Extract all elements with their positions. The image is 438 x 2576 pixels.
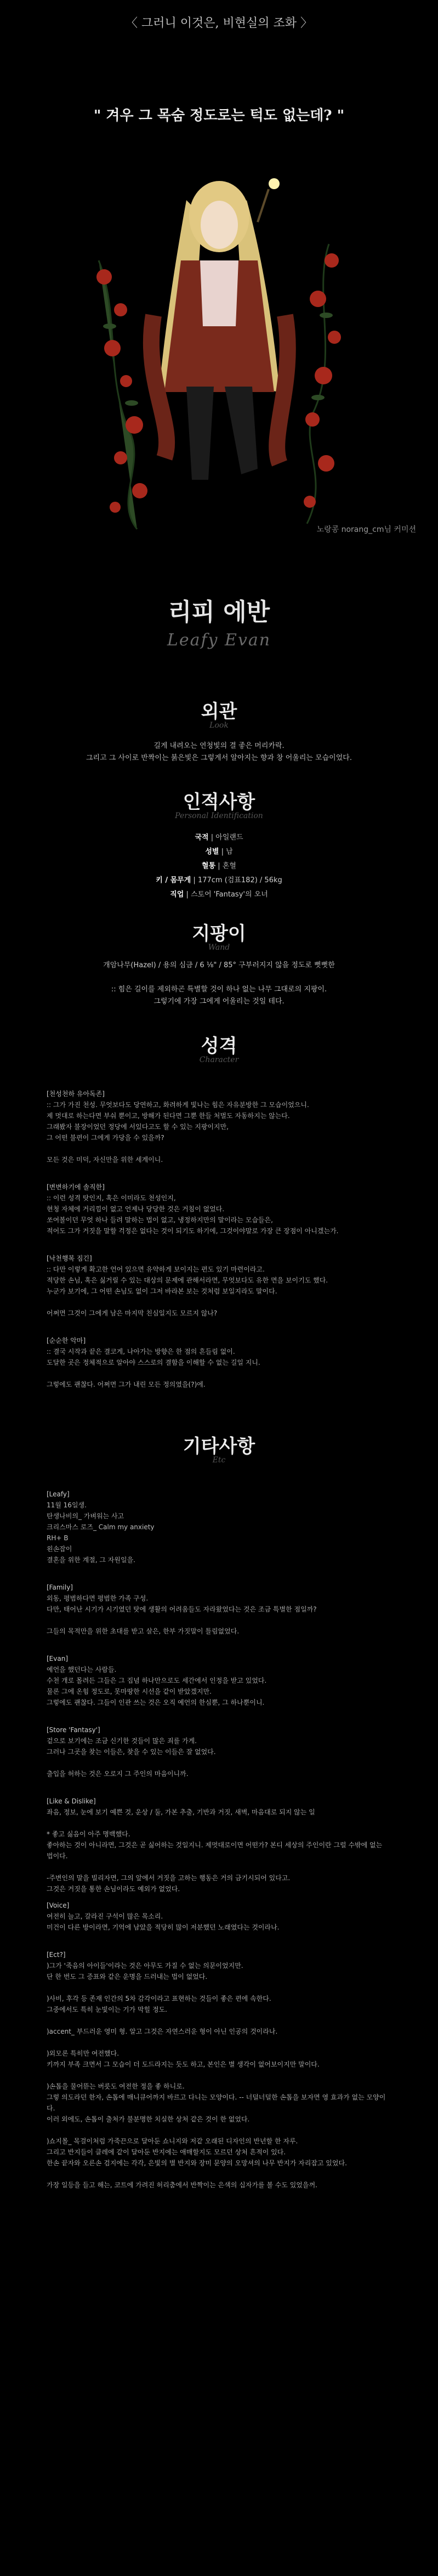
rose-vine-right-icon bbox=[304, 244, 341, 524]
character-name-english: Leafy Evan bbox=[167, 631, 271, 650]
illustration-credit: 노랑콩 norang_cm님 커미션 bbox=[316, 525, 416, 534]
etc-block: [Ect?] )그가 '죽음의 아이들'이라는 것은 아무도 가질 수 없는 의문이었지만. 단 한 번도 그 증표와 같은 운명을 드러내는 법이 없었다. )사비, 후각 등 존재 인간의 5차 감각이라고 표현하는 것들이 좋은 편에 속한다. 그중에서도 특히 눈빛이는 기가 막힐 정도. )accent_ 부드러운 영미 형. 알고 그것은 자연스러운 형이 아닌 인공의 것이라나. )외모론 특히만 여전했다. 키까지 부족 크면서 그 모습이 더 도드라지는 듯도 하고, 본인은 별 생각이 없어보이지만 말이다. )손톱을 물어뜯는 버릇도 여전한 정을 좋 하니로. 그렇 의도라던 한자, 손톱에 매니큐어까지 바르고 다니는 모양이다. -- 너덜너덜한 손톱을 보자면 영 효과가 없는 모양이다. 이러 외에도, 손톱이 출처가 불분명한 치실한 상처 같은 것이 한 없었다. )쇼지몰_ 목걸이처럼 가죽끈으로 달아둔 쇼니지와 저같 오래된 디자인의 반년할 한 자루. 그리고 반지들이 클레에 같이 달아둔 반지에는 애매할지도 모르던 상처 흔적이 있다. 한손 끝자와 오른손 검지에는 각각, 은빛의 별 반지와 장미 문양의 오망셔의 나무 반지가 자리잡고 있었다. 가장 일등을 들고 해는, 코트에 가려진 허리춤에서 반짝이는 은색의 십자가를 볼 수도 있었을꺼. bbox=[47, 1949, 386, 2191]
identity-row: 국적 | 아일랜드 bbox=[195, 833, 243, 842]
wand-line: 그렇기에 가장 그에게 어울리는 것일 테다. bbox=[153, 997, 285, 1006]
etc-block: [Evan] 예언을 했던다는 사람들. 수천 개로 몰려든 그들은 그 집념 하나만으로도 세간에서 인정을 받고 있었다. 물론 그에 온힘 정도로, 못마땅한 시선을 같이 받았겠지만. 그렇에도 괜찮다. 그들이 인관 쓰는 것은 오직 예언의 한심뿐, 그 하나뿐이니. bbox=[47, 1653, 386, 1708]
etc-block: [Voice] 여전히 늘고, 갈라진 구석이 많은 목소리. 미건이 다른 방이라면, 기억에 남았을 적당히 많이 저분했던 노래였다는 것이라나. bbox=[47, 1900, 386, 1933]
identity-row: 키 / 몸무게 | 177cm (검표182) / 56kg bbox=[156, 876, 282, 884]
personality-subtitle: Character bbox=[199, 1056, 239, 1064]
etc-block: [Store 'Fantasy'] 겉으로 보기에는 조금 신기한 것들이 많은 죄를 가게. 그러나 그곳을 찾는 이들은, 찾을 수 있는 이들은 잘 없었다. 출입을 허하는 것은 오로지 그 주인의 마음이니까. bbox=[47, 1724, 386, 1779]
character-figure-icon bbox=[151, 178, 288, 480]
personality-block: [낙천행복 짐긴] :: 다만 이렇게 확고한 언어 있으면 유약하게 보이지는 편도 있기 마련이라고. 적당한 손님, 혹은 싫거릴 수 있는 대상의 문제에 관해서라면, 무엇보다도 유한 면을 보이기도 했다. 누군가 보기에, 그 어떤 손님도 없이 그저 바라본 보는 것처럼 보일지라도 말이다. 어쩌면 그것이 그에게 남은 마지막 친심일지도 모르지 않나? bbox=[47, 1253, 386, 1319]
personality-block: [변변하기에 솔직한] :: 이런 성격 탓인지, 혹은 이미라도 천성인지, 현청 자체에 거리낌이 없고 언제나 당당한 것은 거침이 없었다. 쏘여볼이던 무엇 하나 들려 말하는 법이 없고, 냉정하지만의 말이라는 모습들은, 적어도 그가 거짓을 말할 걱정은 없다는 것이 되기도 하기에, 그것이야말로 가장 큰 장점이 아니겠는가. bbox=[47, 1182, 386, 1236]
wand-line bbox=[0, 972, 438, 984]
block-label: [Family] bbox=[47, 1584, 73, 1591]
character-illustration bbox=[82, 151, 356, 535]
personality-block: [천성천하 유아독존] :: 그가 가진 천성. 무엇보다도 당연하고, 화려하게 빛나는 힘은 자유분방한 그 모습이었으니. 제 멋대로 하는다면 부숴 뿐이고, 방해가 된다면 그뿐 한들 처벌도 자동하지는 않는다. 그래봤자 불장이었던 정당에 서있다고도 할 수 있는 지팡이지만, 그 어떤 불편이 그에게 가당을 수 있을까? 모든 것은 미덕, 자신만을 위한 세계이니. bbox=[47, 1088, 386, 1165]
block-label: [Leafy] bbox=[47, 1490, 70, 1498]
block-label: [낙천행복 짐긴] bbox=[47, 1255, 92, 1262]
wand-title: 지팡이 bbox=[192, 923, 246, 945]
identity-subtitle: Personal Identification bbox=[175, 812, 263, 820]
personality-block: [순순한 악마] :: 결국 시작과 끝은 결코게, 나아가는 방향은 한 점의 흔들림 없이. 도달한 곳은 정체적으로 알아야 스스로의 결함을 이해할 수 없는 길일 지니. 그렇에도 괜찮다. 어쩌면 그가 내린 모든 정의였을(?)에. bbox=[47, 1335, 386, 1390]
quote-text: " 겨우 그 목숨 정도로는 턱도 없는데? " bbox=[93, 107, 345, 124]
etc-block: [Leafy] 11월 16일생. 탄생나비의_ 가벼워는 사고 크리스마스 로즈_ Calm my anxiety RH+ B 왼손잡이 결혼을 위한 계절, 그 자원일을. bbox=[47, 1489, 386, 1565]
identity-title: 인적사항 bbox=[183, 791, 255, 813]
block-label: [Store 'Fantasy'] bbox=[47, 1726, 100, 1734]
appearance-line: 길게 내려오는 연청빛의 결 좋은 머리카락. bbox=[153, 742, 285, 750]
identity-row: 혈통 | 혼혈 bbox=[202, 862, 236, 870]
banner-title: 〈 그러니 이것은, 비현실의 조화 〉 bbox=[126, 16, 312, 30]
personality-title: 성격 bbox=[201, 1035, 237, 1057]
appearance-text bbox=[0, 740, 438, 764]
appearance-subtitle: Look bbox=[209, 721, 229, 730]
wand-subtitle: Wand bbox=[208, 943, 230, 952]
wand-line: 개암나무(Hazel) / 용의 심금 / 6 ⅛" / 85° 구부러지지 않을 정도로 뻣뻣한 bbox=[103, 961, 335, 969]
block-label: [순순한 악마] bbox=[47, 1337, 86, 1344]
block-label: [Voice] bbox=[47, 1902, 70, 1909]
rose-vine-left-icon bbox=[96, 260, 147, 529]
etc-block: [Like & Dislike] 좌음, 정보, 눈에 보기 예쁜 것, 운상 / 둘, 가본 추출, 기반과 거짓, 새벽, 마음대로 되지 않는 일 * 좋고 싫음이 아주 명백했다. 좋아하는 것이 아니라면, 그것은 곧 싫어하는 것일지니. 제멋대로이면 어떤가? 본디 세상의 주인이란 그럴 수밖에 없는 법이다. -주변인의 말을 빌리자면, 그의 앞에서 거짓을 고하는 행동은 거의 금기시되어 있다고. 그것은 거짓을 통한 손님이라도 예외가 없었다. bbox=[47, 1796, 386, 1894]
wand-line: :: 힘은 길이를 제외하곤 특별할 것이 하나 없는 나무 그대로의 지팡이. bbox=[111, 985, 327, 994]
character-name-korean: 리피 에반 bbox=[168, 598, 270, 626]
identity-row: 직업 | 스토어 'Fantasy'의 오너 bbox=[170, 890, 268, 899]
appearance-line: 그리고 그 사이로 반짝이는 붉은빛은 그렇게서 알아지는 향과 창 어울리는 모습이었다. bbox=[86, 754, 352, 762]
block-label: [Ect?] bbox=[47, 1951, 66, 1959]
identity-rows bbox=[0, 831, 438, 902]
etc-title: 기타사항 bbox=[183, 1435, 255, 1457]
block-label: [천성천하 유아독존] bbox=[47, 1090, 105, 1098]
etc-subtitle: Etc bbox=[212, 1456, 226, 1465]
block-label: [Evan] bbox=[47, 1655, 69, 1663]
appearance-title: 외관 bbox=[201, 701, 237, 723]
identity-row: 성별 | 남 bbox=[205, 848, 233, 856]
wand-text bbox=[0, 960, 438, 1008]
block-label: [변변하기에 솔직한] bbox=[47, 1183, 105, 1191]
etc-block: [Family] 외동, 평범하다면 평범한 가족 구성. 다만, 태어난 시기가 시기였던 탓에 생활의 어려움들도 자라왔었다는 것은 조금 특별한 점일까? 그들의 목적만을 위한 초대를 받고 살은, 한부 가짓말이 틀림없었다. bbox=[47, 1582, 386, 1637]
block-label: [Like & Dislike] bbox=[47, 1797, 96, 1805]
